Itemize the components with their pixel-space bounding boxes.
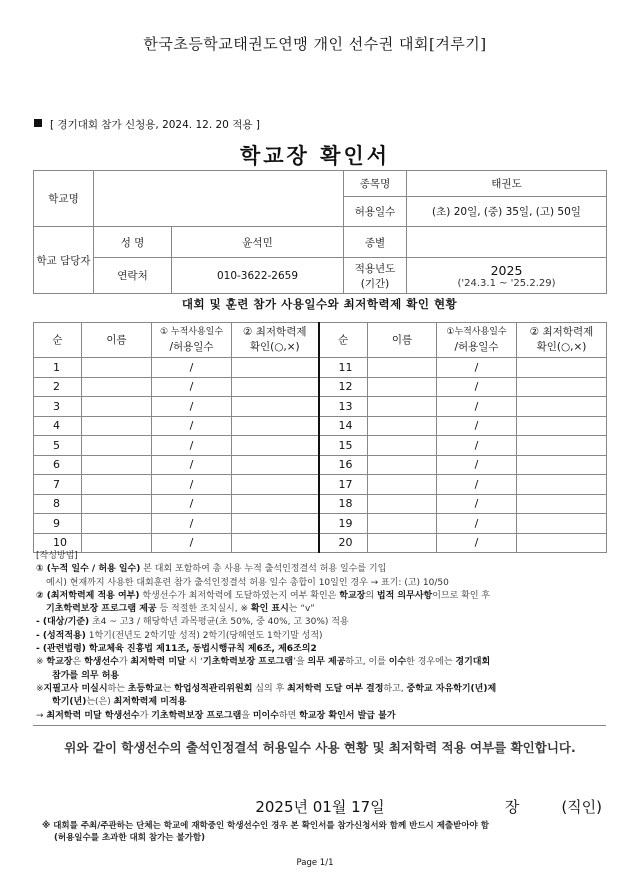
col-header-min-line2-right: 확인(○,×) xyxy=(536,341,587,353)
row-no: 18 xyxy=(319,494,368,514)
signature-line xyxy=(505,796,602,817)
row-days-field[interactable]: / xyxy=(437,358,517,378)
note-7-d: 초등학교 xyxy=(127,683,163,694)
row-no: 10 xyxy=(34,533,82,553)
document-header: 한국초등학교태권도연맹 개인 선수권 대회[겨루기] xyxy=(143,35,487,53)
note-7-f: 학업성적관리위원회 xyxy=(174,683,253,694)
note-7-m: 최저학력제 미적용 xyxy=(113,697,187,708)
note-4 xyxy=(36,630,606,643)
row-name-field[interactable] xyxy=(82,514,152,534)
row-no: 16 xyxy=(319,455,368,475)
note-7-l: 는(은) xyxy=(86,697,114,708)
col-header-name: 이름 xyxy=(82,323,152,358)
note-5-bold-c: 학교체육 진흥법 제11조, 동법시행규칙 제6조, 제6조의2 xyxy=(85,644,317,655)
school-label: 학교명 xyxy=(34,171,94,227)
row-min-field[interactable] xyxy=(517,514,607,534)
note-8-b: 최저학력 미달 학생선수 xyxy=(46,710,140,721)
row-days-field[interactable]: / xyxy=(437,494,517,514)
row-days-field[interactable]: / xyxy=(152,494,232,514)
table-row xyxy=(34,377,607,397)
gender-label: 종별 xyxy=(344,227,407,258)
table-row xyxy=(34,358,607,378)
row-days-field[interactable]: / xyxy=(437,397,517,417)
contact-value[interactable]: 010-3622-2659 xyxy=(172,258,344,294)
note-6 xyxy=(36,656,606,669)
note-6-f: 최저학력 미달 xyxy=(130,657,186,668)
row-days-field[interactable]: / xyxy=(152,416,232,436)
applied-year-value: 2025 xyxy=(490,262,523,278)
col-header-days-line1: ① 누적사용일수 xyxy=(159,327,224,337)
row-name-field[interactable] xyxy=(368,494,437,514)
info-table xyxy=(33,170,607,294)
section-title: 대회 및 훈련 참가 사용일수와 최저학력제 확인 현황 xyxy=(181,297,458,311)
row-min-field[interactable] xyxy=(232,377,319,397)
note-6-k: 하고, 이를 xyxy=(345,657,389,668)
row-no: 1 xyxy=(34,358,82,378)
note-2-bold-d: 법적 의무사항 xyxy=(376,590,433,601)
notes-heading: [작성방법] xyxy=(36,551,78,561)
note-2 xyxy=(36,590,606,603)
row-min-field[interactable] xyxy=(232,416,319,436)
footnote xyxy=(42,820,489,844)
gender-value-field[interactable] xyxy=(407,227,607,258)
note-7-h: 최저학력 도달 여부 결정 xyxy=(287,683,384,694)
row-min-field[interactable] xyxy=(517,475,607,495)
row-no: 7 xyxy=(34,475,82,495)
col-header-min-line1-right: ② 최저학력제 xyxy=(529,326,594,338)
note-2-text-c: 의 xyxy=(365,590,377,601)
row-name-field[interactable] xyxy=(368,475,437,495)
school-value-field[interactable] xyxy=(94,171,344,227)
row-days-field[interactable]: / xyxy=(437,416,517,436)
row-days-field[interactable]: / xyxy=(437,514,517,534)
row-days-field[interactable]: / xyxy=(437,455,517,475)
row-no: 13 xyxy=(319,397,368,417)
row-name-field[interactable] xyxy=(368,436,437,456)
note-7-g: 심의 후 xyxy=(252,683,288,694)
applied-year-cell xyxy=(407,258,607,294)
principal-suffix: 장 xyxy=(504,798,520,816)
form-note xyxy=(34,117,260,132)
row-name-field[interactable] xyxy=(368,416,437,436)
row-min-field[interactable] xyxy=(517,377,607,397)
row-days-field[interactable]: / xyxy=(152,397,232,417)
note-2-text-i: 는 “v” xyxy=(288,604,315,615)
form-note-text: [ 경기대회 참가 신청용, 2024. 12. 20 적용 ] xyxy=(50,119,260,131)
row-days-field[interactable]: / xyxy=(437,475,517,495)
row-name-field[interactable] xyxy=(368,397,437,417)
table-row xyxy=(34,416,607,436)
name-label: 성 명 xyxy=(94,227,172,258)
footnote-line-2: (허용일수를 초과한 대회 참가는 불가함) xyxy=(54,833,205,843)
note-6-c: 은 xyxy=(72,657,85,668)
square-bullet-icon xyxy=(34,119,42,127)
col-header-min-line2: 확인(○,×) xyxy=(249,341,300,353)
row-name-field[interactable] xyxy=(368,514,437,534)
note-8-f: 미이수 xyxy=(252,710,279,721)
row-days-field[interactable]: / xyxy=(152,377,232,397)
col-header-no-right: 순 xyxy=(319,323,368,358)
row-min-field[interactable] xyxy=(232,455,319,475)
row-days-field[interactable]: / xyxy=(437,533,517,553)
note-4-text: 1학기(전년도 2학기말 성적) 2학기(당해연도 1학기말 성적) xyxy=(85,630,323,641)
event-label: 종목명 xyxy=(344,171,407,197)
note-2-cont xyxy=(36,603,606,616)
row-days-field[interactable]: / xyxy=(152,455,232,475)
table-row xyxy=(34,397,607,417)
note-6-i: ’을 xyxy=(293,657,308,668)
note-3-bold: - (대상/기준) xyxy=(36,617,90,628)
note-8-e: 을 xyxy=(241,710,253,721)
allowed-days-label: 허용일수 xyxy=(344,197,407,227)
name-value[interactable]: 윤석민 xyxy=(172,227,344,258)
note-8-h: 학교장 확인서 발급 불가 xyxy=(299,710,396,721)
row-no: 11 xyxy=(319,358,368,378)
table-row xyxy=(34,514,607,534)
note-2-text-e: 이므로 확인 후 xyxy=(432,590,491,601)
row-min-field[interactable] xyxy=(232,494,319,514)
note-3 xyxy=(36,616,606,629)
row-days-field[interactable]: / xyxy=(152,475,232,495)
note-6-m: 한 경우에는 xyxy=(406,657,456,668)
col-header-name-right: 이름 xyxy=(368,323,437,358)
row-min-field[interactable] xyxy=(232,475,319,495)
note-7-i: 하고, xyxy=(383,683,407,694)
note-5-bold: - (관련법령) xyxy=(36,644,86,655)
divider xyxy=(33,725,606,726)
table-row xyxy=(34,436,607,456)
table-row xyxy=(34,455,607,475)
note-8-d: 기초학력보장 프로그램 xyxy=(151,710,242,721)
footnote-line-1: ※ 대회를 주최/주관하는 단체는 학교에 재학중인 학생선수인 경우 본 확인서를 참가신청서와 함께 반드시 제출받아야 함 xyxy=(42,821,489,831)
note-6-h: 기초학력보장 프로그램 xyxy=(203,657,294,668)
row-no: 15 xyxy=(319,436,368,456)
row-min-field[interactable] xyxy=(232,436,319,456)
event-value: 태권도 xyxy=(407,171,607,197)
row-no: 9 xyxy=(34,514,82,534)
note-7-j: 중학교 자유학기(년)제 xyxy=(406,683,497,694)
row-no: 8 xyxy=(34,494,82,514)
page-number: Page 1/1 xyxy=(296,858,334,868)
row-days-field[interactable]: / xyxy=(437,436,517,456)
page-title: 학교장 확인서 xyxy=(239,144,391,168)
row-no: 14 xyxy=(319,416,368,436)
note-1-bold: ① (누적 일수 / 허용 일수) xyxy=(36,564,141,575)
col-header-min-line1: ② 최저학력제 xyxy=(243,326,307,338)
note-8 xyxy=(36,710,606,723)
note-6-n: 경기대회 xyxy=(455,657,491,668)
date: 2025년 01월 17일 xyxy=(255,798,385,816)
applied-year-sub-label: (기간) xyxy=(360,277,390,290)
instructions xyxy=(36,550,606,723)
row-days-field[interactable]: / xyxy=(152,358,232,378)
note-1-text: 본 대회 포함하여 총 사용 누적 출석인정결석 허용 일수를 기입 xyxy=(140,564,387,575)
row-days-field[interactable]: / xyxy=(152,514,232,534)
col-header-min xyxy=(232,323,319,358)
col-header-days-line2: /허용일수 xyxy=(169,341,214,353)
grid-header-row xyxy=(34,323,607,358)
row-name-field[interactable] xyxy=(368,377,437,397)
row-no: 5 xyxy=(34,436,82,456)
row-no: 12 xyxy=(319,377,368,397)
row-no: 20 xyxy=(319,533,368,553)
note-6-j: 의무 제공 xyxy=(307,657,346,668)
row-no: 2 xyxy=(34,377,82,397)
note-8-g: 하면 xyxy=(278,710,300,721)
row-min-field[interactable] xyxy=(517,416,607,436)
note-6-cont xyxy=(36,670,606,683)
note-6-b: 학교장 xyxy=(46,657,73,668)
row-min-field[interactable] xyxy=(517,494,607,514)
note-3-text: 초4 ~ 고3 / 해당학년 과목평균(초 50%, 중 40%, 고 30%) 적용 xyxy=(89,617,349,628)
note-7-cont xyxy=(36,696,606,709)
note-2-bold-f: 기초학력보장 프로그램 제공 xyxy=(46,604,157,615)
note-2-text-a: 학생선수가 최저학력에 도달하였는지 여부 확인은 xyxy=(139,590,340,601)
note-7-e: 는 xyxy=(162,683,175,694)
row-min-field[interactable] xyxy=(232,397,319,417)
note-2-bold: ② (최저학력제 적용 여부) xyxy=(36,590,140,601)
note-8-c: 가 xyxy=(139,710,152,721)
note-6-o: 참가를 의무 허용 xyxy=(52,670,120,681)
row-name-field[interactable] xyxy=(82,416,152,436)
col-header-days xyxy=(152,323,232,358)
row-name-field[interactable] xyxy=(82,358,152,378)
note-4-bold: - (성적적용) xyxy=(36,630,86,641)
note-7 xyxy=(36,683,606,696)
row-name-field[interactable] xyxy=(82,494,152,514)
contact-label: 연락처 xyxy=(94,258,172,294)
note-6-l: 이수 xyxy=(388,657,407,668)
note-1 xyxy=(36,563,606,576)
note-6-d: 학생선수 xyxy=(84,657,119,668)
applied-year-label-cell xyxy=(344,258,407,294)
col-header-days-line2-right: /허용일수 xyxy=(454,341,499,353)
note-7-k: 학기(년) xyxy=(52,697,87,708)
row-name-field[interactable] xyxy=(82,436,152,456)
note-7-b: 지필고사 미실시 xyxy=(43,683,108,694)
applied-year-period: ('24.3.1 ~ '25.2.29) xyxy=(457,277,556,289)
confirmation-statement: 위와 같이 학생선수의 출석인정결석 허용일수 사용 현황 및 최저학력 적용 여부를 확인합니다. xyxy=(64,740,576,755)
row-name-field[interactable] xyxy=(82,377,152,397)
col-header-days-line1-right: ①누적사용일수 xyxy=(446,327,507,337)
allowed-days-value: (초) 20일, (중) 35일, (고) 50일 xyxy=(407,197,607,227)
table-row xyxy=(34,494,607,514)
row-name-field[interactable] xyxy=(368,358,437,378)
row-min-field[interactable] xyxy=(517,436,607,456)
usage-grid-table xyxy=(33,322,607,553)
row-name-field[interactable] xyxy=(82,397,152,417)
col-header-no: 순 xyxy=(34,323,82,358)
note-7-a: ※ xyxy=(36,683,44,694)
row-no: 6 xyxy=(34,455,82,475)
note-6-e: 가 xyxy=(118,657,131,668)
note-6-g: 시 ‘ xyxy=(185,657,203,668)
note-7-c: 하는 xyxy=(107,683,128,694)
row-name-field[interactable] xyxy=(82,475,152,495)
note-2-bold-b: 학교장 xyxy=(339,590,366,601)
note-1-example: 예시) 현재까지 사용한 대회훈련 참가 출석인정결석 허용 일수 총합이 10일인 경우 → 표기: (고) 10/50 xyxy=(46,577,449,588)
col-header-min-right xyxy=(517,323,607,358)
applied-year-label: 적용년도 xyxy=(354,262,396,275)
seal-placeholder: (직인) xyxy=(561,798,602,816)
note-6-a: ※ xyxy=(36,657,47,668)
note-5 xyxy=(36,643,606,656)
row-no: 17 xyxy=(319,475,368,495)
row-min-field[interactable] xyxy=(232,358,319,378)
row-days-field[interactable]: / xyxy=(437,377,517,397)
col-header-days-right xyxy=(437,323,517,358)
note-2-bold-h: 확인 표시 xyxy=(250,604,289,615)
note-8-a: → xyxy=(36,710,47,721)
row-no: 4 xyxy=(34,416,82,436)
row-min-field[interactable] xyxy=(517,455,607,475)
row-min-field[interactable] xyxy=(232,514,319,534)
note-2-text-g: 등 적절한 조치실시, ※ xyxy=(156,604,251,615)
row-name-field[interactable] xyxy=(82,455,152,475)
row-days-field[interactable]: / xyxy=(152,436,232,456)
row-min-field[interactable] xyxy=(517,397,607,417)
table-row xyxy=(34,475,607,495)
manager-label: 학교 담당자 xyxy=(34,227,94,294)
row-no: 19 xyxy=(319,514,368,534)
row-days-field[interactable]: / xyxy=(152,533,232,553)
row-name-field[interactable] xyxy=(368,455,437,475)
row-min-field[interactable] xyxy=(517,358,607,378)
row-no: 3 xyxy=(34,397,82,417)
